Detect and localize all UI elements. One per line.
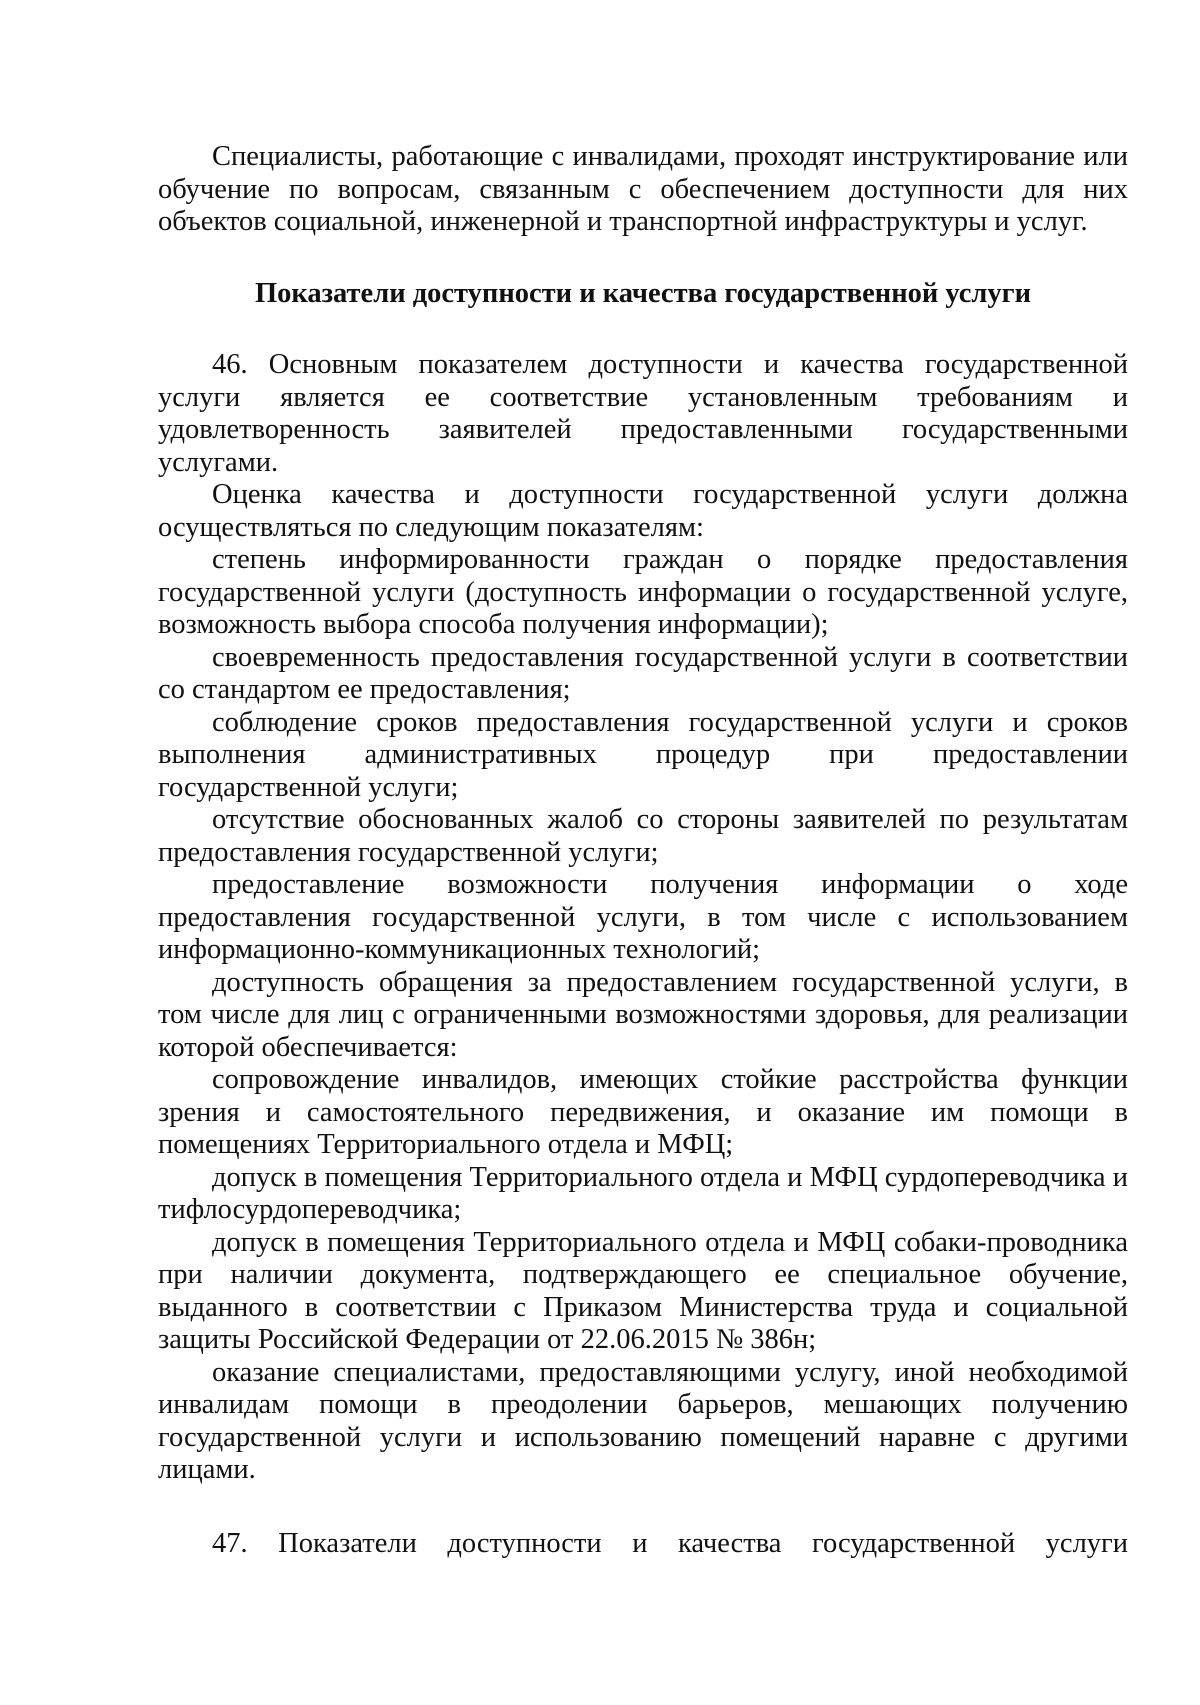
word: услуги: [1045, 1527, 1128, 1559]
list-item-deadlines: соблюдение сроков предоставления государственной услуги и сроков выполнения административных процедур при предоставлении государственной услуги;: [158, 706, 1128, 803]
spacer: [158, 1487, 1128, 1528]
intro-paragraph: Специалисты, работающие с инвалидами, проходят инструктирование или обучение по вопросам, связанным с обеспечением доступности для них объектов социальной, инженерной и транспортной инфраструктуры и услуг.: [158, 141, 1128, 237]
word: и: [632, 1527, 648, 1559]
paragraph-assessment: Оценка качества и доступности государственной услуги должна осуществляться по следующим показателям:: [158, 479, 1128, 543]
word: 47.: [212, 1527, 248, 1559]
word: качества: [678, 1527, 782, 1559]
spacer: [158, 239, 1128, 278]
word: государственной: [812, 1527, 1016, 1559]
spacer: [158, 310, 1128, 349]
paragraph-46: 46. Основным показателем доступности и качества государственной услуги является ее соответствие установленным требованиям и удовлетворенность заявителей предоставленными государственными услугами.: [158, 349, 1128, 478]
list-item-no-complaints: отсутствие обоснованных жалоб со стороны заявителей по результатам предоставления государственной услуги;: [158, 804, 1128, 868]
section-heading: Показатели доступности и качества государственной услуги: [254, 277, 1032, 309]
list-item-guide-dog: допуск в помещения Территориального отдела и МФЦ собаки-проводника при наличии документа, подтверждающего ее специальное обучение, выданного в соответствии с Приказом Министерства труда и социальной защиты Российской Федерации от 22.06.2015 № 386н;: [158, 1226, 1128, 1355]
list-item-sign-interpreter: допуск в помещения Территориального отдела и МФЦ сурдопереводчика и тифлосурдопереводчика;: [158, 1161, 1128, 1225]
list-item-informedness: степень информированности граждан о порядке предоставления государственной услуги (доступность информации о государственной услуге, возможность выбора способа получения информации);: [158, 544, 1128, 640]
list-item-specialist-help: оказание специалистами, предоставляющими услугу, иной необходимой инвалидам помощи в преодолении барьеров, мешающих получению государственной услуги и использованию помещений наравне с другими лицами.: [158, 1356, 1128, 1485]
document-page: [158, 141, 1128, 1560]
list-item-escort: сопровождение инвалидов, имеющих стойкие расстройства функции зрения и самостоятельного передвижения, и оказание им помощи в помещениях Территориального отдела и МФЦ;: [158, 1064, 1128, 1160]
list-item-progress-info: предоставление возможности получения информации о ходе предоставления государственной услуги, в том числе с использованием информационно-коммуникационных технологий;: [158, 869, 1128, 965]
word: Показатели: [278, 1527, 417, 1559]
list-item-accessibility: доступность обращения за предоставлением государственной услуги, в том числе для лиц с ограниченными возможностями здоровья, для реализации которой обеспечивается:: [158, 966, 1128, 1063]
list-item-timeliness: своевременность предоставления государственной услуги в соответствии со стандартом ее предоставления;: [158, 641, 1128, 705]
word: доступности: [447, 1527, 602, 1559]
paragraph-47-start: [158, 1528, 1128, 1561]
